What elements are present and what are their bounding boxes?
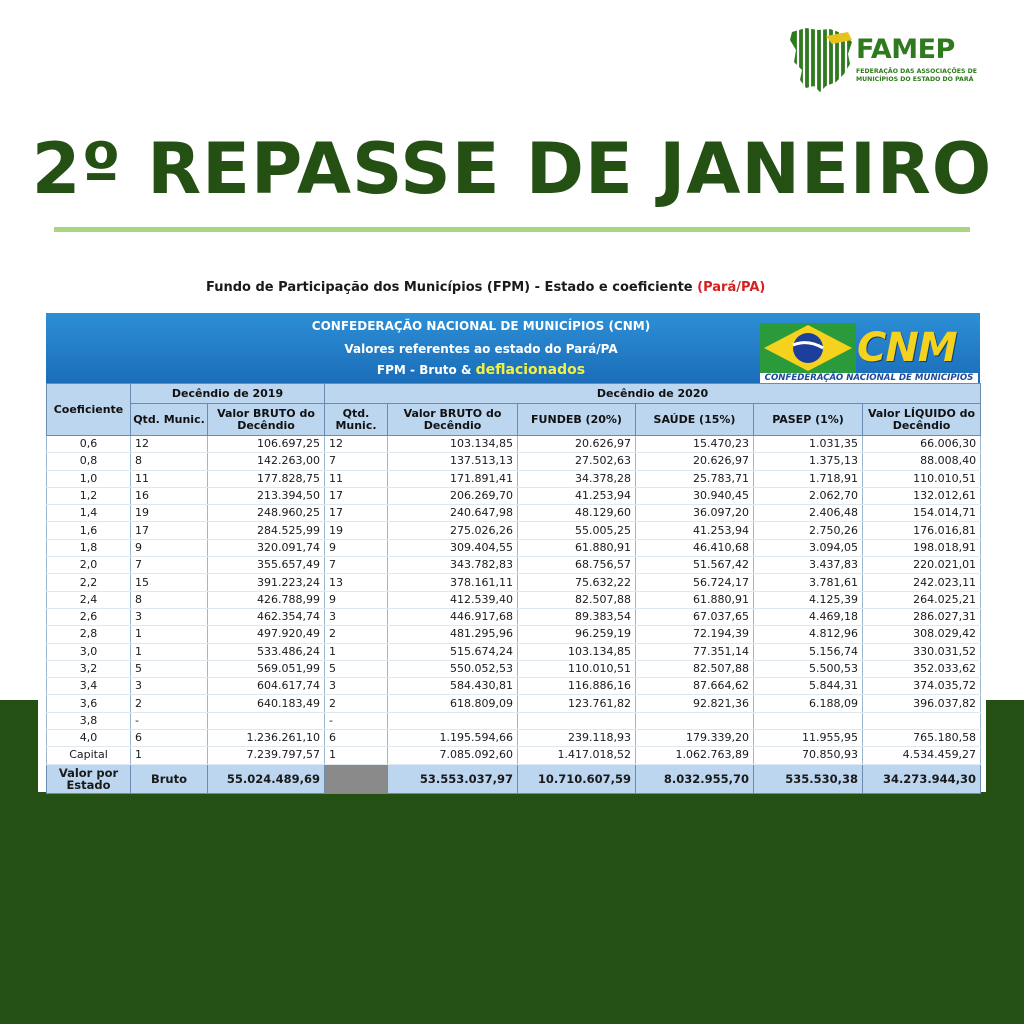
table-row <box>47 453 981 470</box>
value-cell: 374.035,72 <box>863 678 981 695</box>
table-row <box>47 695 981 712</box>
value-cell: 1.375,13 <box>754 453 863 470</box>
coef-cell: 1,4 <box>47 505 131 522</box>
value-cell: 5 <box>131 660 208 677</box>
table-row <box>47 608 981 625</box>
column-header: Valor BRUTO do Decêndio <box>388 404 518 436</box>
header-highlight: deflacionados <box>475 362 586 378</box>
caption-main: Fundo de Participação dos Municípios (FPM) - Estado e coeficiente <box>206 280 698 295</box>
value-cell: 1.031,35 <box>754 436 863 453</box>
table-row <box>47 747 981 764</box>
column-header: Qtd. Munic. <box>131 404 208 436</box>
value-cell: 87.664,62 <box>636 678 754 695</box>
table-row <box>47 487 981 504</box>
cnm-tagline: CONFEDERAÇÃO NACIONAL DE MUNICÍPIOS <box>760 373 978 384</box>
value-cell: 19 <box>131 505 208 522</box>
header-line-2: Valores referentes ao estado do Pará/PA <box>344 342 618 356</box>
total-cell: Bruto <box>131 764 208 793</box>
coef-cell: 2,2 <box>47 574 131 591</box>
value-cell: 2.062,70 <box>754 487 863 504</box>
value-cell: 103.134,85 <box>388 436 518 453</box>
value-cell: 7 <box>325 557 388 574</box>
value-cell <box>863 712 981 729</box>
table-row <box>47 643 981 660</box>
value-cell: 110.010,51 <box>518 660 636 677</box>
value-cell: 82.507,88 <box>636 660 754 677</box>
famep-logo-mark-icon <box>786 26 856 94</box>
coef-header: Coeficiente <box>47 384 131 436</box>
value-cell: 51.567,42 <box>636 557 754 574</box>
famep-subtitle: FEDERAÇÃO DAS ASSOCIAÇÕES DE MUNICÍPIOS DO ESTADO DO PARÁ <box>856 68 977 83</box>
value-cell: 11.955,95 <box>754 730 863 747</box>
value-cell: 248.960,25 <box>208 505 325 522</box>
value-cell: 16 <box>131 487 208 504</box>
value-cell: 481.295,96 <box>388 626 518 643</box>
value-cell: 4.534.459,27 <box>863 747 981 764</box>
value-cell: 41.253,94 <box>518 487 636 504</box>
value-cell: 89.383,54 <box>518 608 636 625</box>
value-cell: 137.513,13 <box>388 453 518 470</box>
table-row <box>47 591 981 608</box>
value-cell: 765.180,58 <box>863 730 981 747</box>
value-cell: 72.194,39 <box>636 626 754 643</box>
value-cell: 27.502,63 <box>518 453 636 470</box>
value-cell: 36.097,20 <box>636 505 754 522</box>
value-cell: 240.647,98 <box>388 505 518 522</box>
table-caption <box>206 280 765 295</box>
value-cell: 13 <box>325 574 388 591</box>
value-cell: 9 <box>131 539 208 556</box>
header-line-1: CONFEDERAÇÃO NACIONAL DE MUNICÍPIOS (CNM) <box>311 319 651 333</box>
value-cell <box>388 712 518 729</box>
value-cell: 3 <box>131 608 208 625</box>
value-cell: 446.917,68 <box>388 608 518 625</box>
value-cell: 1.236.261,10 <box>208 730 325 747</box>
value-cell: 7.085.092,60 <box>388 747 518 764</box>
table-row <box>47 730 981 747</box>
table-row <box>47 660 981 677</box>
value-cell: 17 <box>131 522 208 539</box>
table-row <box>47 678 981 695</box>
value-cell: 284.525,99 <box>208 522 325 539</box>
total-cell: 10.710.607,59 <box>518 764 636 793</box>
total-row <box>47 764 981 793</box>
coef-cell: 4,0 <box>47 730 131 747</box>
table-row <box>47 626 981 643</box>
value-cell: 9 <box>325 591 388 608</box>
column-header: PASEP (1%) <box>754 404 863 436</box>
value-cell: 103.134,85 <box>518 643 636 660</box>
caption-state: (Pará/PA) <box>697 280 766 295</box>
value-cell: 1.718,91 <box>754 470 863 487</box>
coef-cell: 1,2 <box>47 487 131 504</box>
total-label: Valor por Estado <box>47 764 131 793</box>
title-divider <box>54 227 970 232</box>
coef-cell: 3,6 <box>47 695 131 712</box>
value-cell: 171.891,41 <box>388 470 518 487</box>
value-cell: 11 <box>325 470 388 487</box>
value-cell: 2.750,26 <box>754 522 863 539</box>
value-cell: 19 <box>325 522 388 539</box>
value-cell: 30.940,45 <box>636 487 754 504</box>
column-header: Valor LÍQUIDO do Decêndio <box>863 404 981 436</box>
total-cell: 8.032.955,70 <box>636 764 754 793</box>
value-cell: 96.259,19 <box>518 626 636 643</box>
coef-cell: 2,8 <box>47 626 131 643</box>
value-cell: 15.470,23 <box>636 436 754 453</box>
value-cell <box>754 712 863 729</box>
value-cell: 75.632,22 <box>518 574 636 591</box>
total-cell: 535.530,38 <box>754 764 863 793</box>
table-row <box>47 574 981 591</box>
value-cell: 61.880,91 <box>518 539 636 556</box>
value-cell <box>518 712 636 729</box>
value-cell: 66.006,30 <box>863 436 981 453</box>
value-cell: 5 <box>325 660 388 677</box>
value-cell: 17 <box>325 487 388 504</box>
header-2020: Decêndio de 2020 <box>325 384 981 404</box>
cnm-header <box>46 313 980 383</box>
value-cell: 88.008,40 <box>863 453 981 470</box>
value-cell: 1.062.763,89 <box>636 747 754 764</box>
value-cell: 41.253,94 <box>636 522 754 539</box>
total-cell <box>325 764 388 793</box>
value-cell: 17 <box>325 505 388 522</box>
famep-logo <box>786 26 976 96</box>
value-cell: 9 <box>325 539 388 556</box>
value-cell: 68.756,57 <box>518 557 636 574</box>
coef-cell: 3,0 <box>47 643 131 660</box>
page-title: 2º REPASSE DE JANEIRO <box>31 128 993 210</box>
value-cell <box>636 712 754 729</box>
value-cell: 5.844,31 <box>754 678 863 695</box>
value-cell: 132.012,61 <box>863 487 981 504</box>
value-cell: 213.394,50 <box>208 487 325 504</box>
value-cell: 8 <box>131 453 208 470</box>
value-cell: 320.091,74 <box>208 539 325 556</box>
coef-cell: 1,6 <box>47 522 131 539</box>
coef-cell: 3,2 <box>47 660 131 677</box>
value-cell: 309.404,55 <box>388 539 518 556</box>
value-cell: 20.626,97 <box>518 436 636 453</box>
value-cell: 4.812,96 <box>754 626 863 643</box>
coef-cell: 1,8 <box>47 539 131 556</box>
value-cell: 8 <box>131 591 208 608</box>
total-cell: 53.553.037,97 <box>388 764 518 793</box>
value-cell: 550.052,53 <box>388 660 518 677</box>
column-header: Qtd. Munic. <box>325 404 388 436</box>
value-cell: 378.161,11 <box>388 574 518 591</box>
value-cell: 3 <box>131 678 208 695</box>
value-cell: 6 <box>131 730 208 747</box>
table-row <box>47 522 981 539</box>
coef-cell: 2,6 <box>47 608 131 625</box>
value-cell: 25.783,71 <box>636 470 754 487</box>
value-cell: 34.378,28 <box>518 470 636 487</box>
value-cell: 82.507,88 <box>518 591 636 608</box>
value-cell: 177.828,75 <box>208 470 325 487</box>
value-cell: 15 <box>131 574 208 591</box>
value-cell: 6.188,09 <box>754 695 863 712</box>
value-cell: 242.023,11 <box>863 574 981 591</box>
value-cell: 618.809,09 <box>388 695 518 712</box>
value-cell: 396.037,82 <box>863 695 981 712</box>
value-cell: 5.156,74 <box>754 643 863 660</box>
value-cell: 1.417.018,52 <box>518 747 636 764</box>
value-cell: 4.469,18 <box>754 608 863 625</box>
value-cell: 11 <box>131 470 208 487</box>
value-cell: - <box>325 712 388 729</box>
value-cell: 604.617,74 <box>208 678 325 695</box>
value-cell: 3.094,05 <box>754 539 863 556</box>
value-cell: 1 <box>131 643 208 660</box>
cnm-logo <box>760 315 978 383</box>
value-cell: 70.850,93 <box>754 747 863 764</box>
value-cell: 426.788,99 <box>208 591 325 608</box>
value-cell: 640.183,49 <box>208 695 325 712</box>
column-header: SAÚDE (15%) <box>636 404 754 436</box>
coef-cell: 2,0 <box>47 557 131 574</box>
value-cell: 48.129,60 <box>518 505 636 522</box>
value-cell: 2 <box>131 695 208 712</box>
value-cell: 352.033,62 <box>863 660 981 677</box>
value-cell: 1 <box>325 747 388 764</box>
coef-cell: 2,4 <box>47 591 131 608</box>
table-row <box>47 505 981 522</box>
header-line-3 <box>286 362 676 378</box>
table-row <box>47 557 981 574</box>
coef-cell: 1,0 <box>47 470 131 487</box>
value-cell: 154.014,71 <box>863 505 981 522</box>
value-cell: 2.406,48 <box>754 505 863 522</box>
value-cell: 55.005,25 <box>518 522 636 539</box>
coef-cell: 3,4 <box>47 678 131 695</box>
value-cell: 179.339,20 <box>636 730 754 747</box>
value-cell: 142.263,00 <box>208 453 325 470</box>
table-row <box>47 436 981 453</box>
table-row <box>47 712 981 729</box>
value-cell: 584.430,81 <box>388 678 518 695</box>
total-cell: 34.273.944,30 <box>863 764 981 793</box>
value-cell: 106.697,25 <box>208 436 325 453</box>
value-cell: 3 <box>325 678 388 695</box>
value-cell: 206.269,70 <box>388 487 518 504</box>
value-cell: 343.782,83 <box>388 557 518 574</box>
value-cell: 116.886,16 <box>518 678 636 695</box>
value-cell: 239.118,93 <box>518 730 636 747</box>
value-cell: 569.051,99 <box>208 660 325 677</box>
coef-cell: 3,8 <box>47 712 131 729</box>
value-cell: 264.025,21 <box>863 591 981 608</box>
value-cell: 2 <box>325 695 388 712</box>
value-cell: 275.026,26 <box>388 522 518 539</box>
value-cell: 2 <box>325 626 388 643</box>
value-cell: 4.125,39 <box>754 591 863 608</box>
value-cell: 7.239.797,57 <box>208 747 325 764</box>
value-cell: 56.724,17 <box>636 574 754 591</box>
value-cell: 20.626,97 <box>636 453 754 470</box>
value-cell: 533.486,24 <box>208 643 325 660</box>
value-cell: 355.657,49 <box>208 557 325 574</box>
value-cell: 220.021,01 <box>863 557 981 574</box>
value-cell: 46.410,68 <box>636 539 754 556</box>
value-cell: 3.437,83 <box>754 557 863 574</box>
value-cell: - <box>131 712 208 729</box>
coef-cell: Capital <box>47 747 131 764</box>
value-cell: 412.539,40 <box>388 591 518 608</box>
value-cell: 12 <box>325 436 388 453</box>
value-cell: 110.010,51 <box>863 470 981 487</box>
column-header: FUNDEB (20%) <box>518 404 636 436</box>
value-cell: 497.920,49 <box>208 626 325 643</box>
header-2019: Decêndio de 2019 <box>131 384 325 404</box>
coef-cell: 0,6 <box>47 436 131 453</box>
coef-cell: 0,8 <box>47 453 131 470</box>
value-cell: 330.031,52 <box>863 643 981 660</box>
value-cell: 198.018,91 <box>863 539 981 556</box>
value-cell: 5.500,53 <box>754 660 863 677</box>
value-cell: 515.674,24 <box>388 643 518 660</box>
value-cell: 391.223,24 <box>208 574 325 591</box>
value-cell: 462.354,74 <box>208 608 325 625</box>
value-cell: 3.781,61 <box>754 574 863 591</box>
cnm-wordmark: CNM <box>857 325 957 371</box>
value-cell: 123.761,82 <box>518 695 636 712</box>
value-cell: 3 <box>325 608 388 625</box>
value-cell: 67.037,65 <box>636 608 754 625</box>
value-cell: 6 <box>325 730 388 747</box>
value-cell: 1 <box>131 747 208 764</box>
table-row <box>47 470 981 487</box>
header-line-3-prefix: FPM - Bruto & <box>376 363 476 377</box>
value-cell: 286.027,31 <box>863 608 981 625</box>
value-cell: 92.821,36 <box>636 695 754 712</box>
column-header: Valor BRUTO do Decêndio <box>208 404 325 436</box>
value-cell: 308.029,42 <box>863 626 981 643</box>
total-cell: 55.024.489,69 <box>208 764 325 793</box>
table-row <box>47 539 981 556</box>
value-cell: 12 <box>131 436 208 453</box>
value-cell: 176.016,81 <box>863 522 981 539</box>
famep-wordmark: FAMEP <box>856 34 955 65</box>
value-cell: 1 <box>325 643 388 660</box>
value-cell: 1.195.594,66 <box>388 730 518 747</box>
value-cell: 77.351,14 <box>636 643 754 660</box>
fpm-table <box>46 383 981 794</box>
value-cell: 1 <box>131 626 208 643</box>
value-cell <box>208 712 325 729</box>
brazil-flag-icon <box>760 315 856 373</box>
value-cell: 7 <box>131 557 208 574</box>
value-cell: 7 <box>325 453 388 470</box>
value-cell: 61.880,91 <box>636 591 754 608</box>
